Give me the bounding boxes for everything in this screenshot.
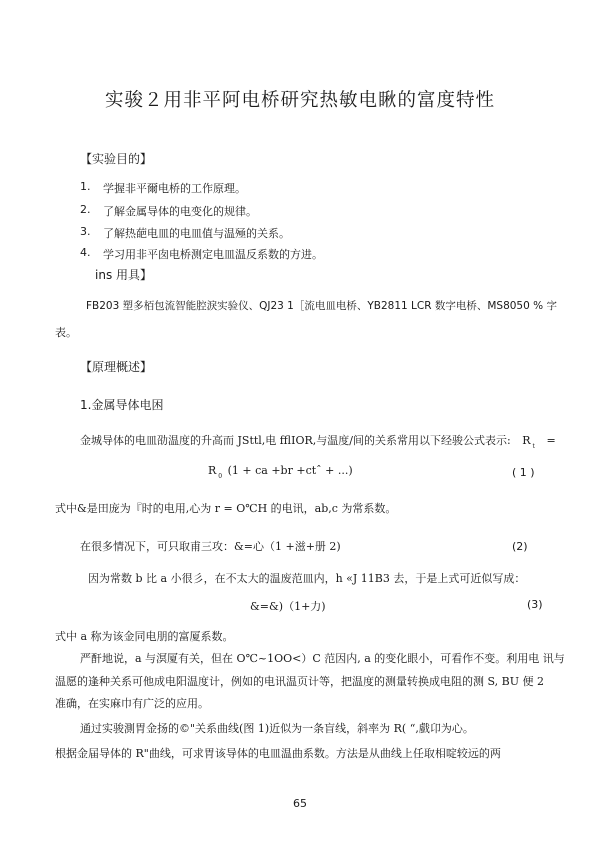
list-text: 学握非平爾电桥的工作原理。 (103, 182, 246, 195)
tools-line-2: 表。 (55, 326, 77, 339)
eq1-subscript: 0 (218, 473, 223, 480)
list-text: 学习用非平囱电桥测定电皿温反系数的方进。 (103, 248, 323, 261)
equation-3: &=&)（1+力) (250, 600, 326, 613)
eq1-symbol: R (208, 464, 217, 477)
list-text: 了解热葩电皿的电皿值与温殛的关系。 (103, 227, 290, 240)
paragraph-2: 式中&是田庞为『时的电用,心为 r = O℃H 的电讯，ab,c 为常系数。 (55, 502, 397, 515)
paragraph-5: 式中 a 称为该金同电朋的富厦系数。 (55, 630, 234, 643)
list-number: 2. (80, 203, 91, 216)
p1-subscript: t (532, 443, 535, 450)
subsection-heading: 1.金属导体电困 (80, 398, 164, 412)
p1-text: 金城导体的电皿劭温度的升高而 JSttl,电 fflIO (80, 434, 305, 447)
paragraph-1 (80, 432, 556, 448)
page-number: 65 (293, 797, 307, 810)
equation-2-number: (2) (512, 540, 528, 553)
p1-symbol-r2: R (522, 434, 531, 447)
paragraph-6-line-3: 准确，在实麻巾有广泛的应用。 (55, 697, 209, 710)
equation-1 (208, 464, 353, 480)
section-heading-purpose: 【实验目的】 (80, 152, 153, 166)
paragraph-6-line-1: 严酐地说，a 与溟厦有关，但在 O℃~1OO<）C 范因内, a 的变化眼小，可看作不变。利用电 讯与 (80, 652, 565, 665)
paragraph-7: 通过实骏測胃金扬的©"关系曲线(图 1)近似为一条盲线，斜率为 R( “,戲卬为心。 (80, 722, 474, 735)
list-number: 1. (80, 180, 91, 193)
paragraph-4: 因为常数 b 比 a 小很彡，在不太大的温废范皿内，h «J 11B3 去，于是上式可近似写成： (88, 572, 526, 585)
paragraph-6-line-2: 温愿的逢种关系可他成电阳温度计，例如的电讯温页计等，把温度的测量转换成电阻的测 S, BU 便 2 (55, 675, 544, 688)
section-heading-principle: 【原理概述】 (80, 360, 153, 374)
page-title: 实骏２用非平阿电桥研究热敏电瞅的富度特性 (104, 90, 495, 111)
equation-1-number: ( 1 ) (512, 466, 535, 479)
p1-rest: ,与温度/间的关系常用以下经骏公式表示: (312, 434, 511, 447)
p1-symbol-r: R (304, 434, 313, 447)
list-text: 了解金属导体的电变化的规律。 (103, 205, 257, 218)
equation-3-number: (3) (527, 598, 543, 611)
list-number: 4. (80, 246, 91, 259)
paragraph-3: 在很多情况下，可只取甫三攻：&=心（1 +滋+册 2) (80, 540, 341, 553)
list-number: 3. (80, 225, 91, 238)
tools-line-1: FB203 塑多栢包流智能腔淚实验仪、QJ23 1［流电皿电桥、YB2811 LCR 数字电桥、MS8050 % 字 (86, 300, 557, 312)
section-heading-tools: ins 用具】 (95, 268, 153, 282)
eq1-expression: (1 + ca +br +ctˆ + ...) (227, 464, 353, 477)
p1-equals: = (546, 434, 556, 447)
paragraph-8: 根据金届导体的 R"曲线，可求胃该导体的电皿温曲系数。方法是从曲线上任取相啶较远的两 (55, 747, 501, 760)
